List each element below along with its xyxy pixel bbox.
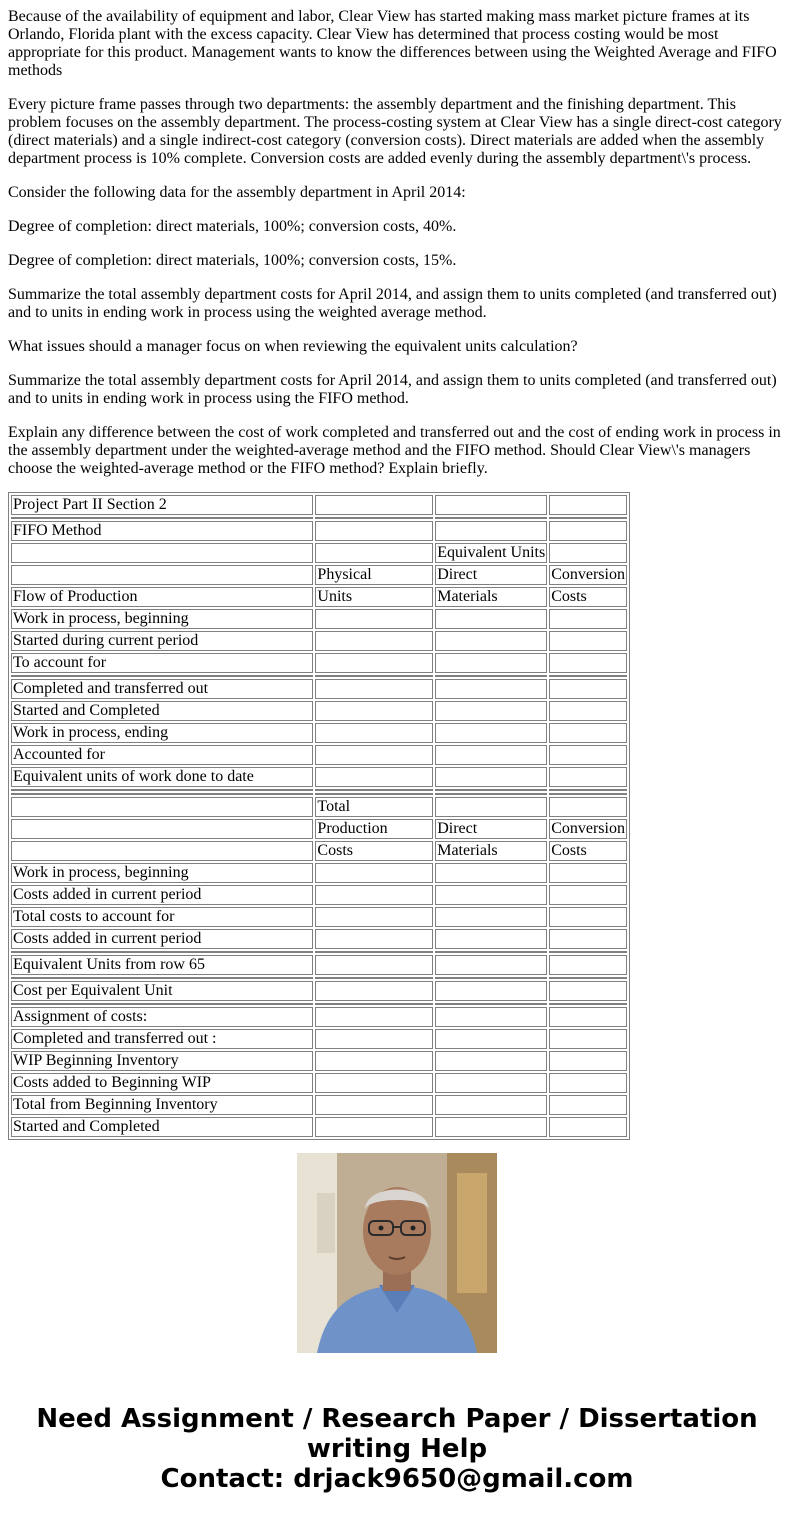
- footer-banner: [0, 1404, 794, 1494]
- table-cell: [315, 767, 433, 787]
- table-cell: Accounted for: [11, 745, 313, 765]
- table-cell: Conversion: [549, 565, 627, 585]
- table-cell: [549, 981, 627, 1001]
- table-cell: [549, 1051, 627, 1071]
- footer-line-1: Need Assignment / Research Paper / Dissertation: [36, 1404, 758, 1434]
- table-cell: [315, 745, 433, 765]
- table-cell: [315, 521, 433, 541]
- table-cell: [315, 1007, 433, 1027]
- table-cell: Costs added to Beginning WIP: [11, 1073, 313, 1093]
- table-row: [11, 701, 627, 721]
- table-cell: [435, 1073, 547, 1093]
- table-cell: [549, 653, 627, 673]
- table-row: [11, 819, 627, 839]
- table-cell: [435, 495, 547, 515]
- person-photo-icon: [297, 1153, 497, 1353]
- document-body: [8, 0, 786, 1135]
- table-cell: Cost per Equivalent Unit: [11, 981, 313, 1001]
- table-cell: Started during current period: [11, 631, 313, 651]
- table-row: [11, 609, 627, 629]
- table-cell: [549, 495, 627, 515]
- table-cell: [435, 631, 547, 651]
- table-cell: [11, 797, 313, 817]
- table-cell: Started and Completed: [11, 1117, 313, 1137]
- table-cell: Completed and transferred out: [11, 679, 313, 699]
- table-cell: Costs: [315, 841, 433, 861]
- table-cell: Materials: [435, 841, 547, 861]
- table-cell: [549, 797, 627, 817]
- footer-contact: Contact: drjack9650@gmail.com: [160, 1464, 634, 1494]
- table-cell: [315, 1029, 433, 1049]
- table-row: [11, 631, 627, 651]
- table-cell: [315, 1051, 433, 1071]
- table-cell: Started and Completed: [11, 701, 313, 721]
- table-row: [11, 797, 627, 817]
- table-cell: [549, 1029, 627, 1049]
- table-cell: [315, 1073, 433, 1093]
- table-cell: [315, 1117, 433, 1137]
- footer-line-2: writing Help: [306, 1434, 488, 1464]
- table-cell: [549, 863, 627, 883]
- table-cell: Costs: [549, 841, 627, 861]
- table-cell: Total: [315, 797, 433, 817]
- table-cell: [435, 1007, 547, 1027]
- table-cell: Conversion: [549, 819, 627, 839]
- table-row: [11, 495, 627, 515]
- table-cell: Equivalent units of work done to date: [11, 767, 313, 787]
- table-row: [11, 955, 627, 975]
- table-cell: [315, 631, 433, 651]
- table-separator: [11, 1003, 627, 1005]
- table-cell: [549, 609, 627, 629]
- table-cell: Costs added in current period: [11, 929, 313, 949]
- table-row: [11, 1073, 627, 1093]
- table-cell: Work in process, beginning: [11, 863, 313, 883]
- table-cell: [11, 565, 313, 585]
- table-cell: Project Part II Section 2: [11, 495, 313, 515]
- paragraph-question-explain: Explain any difference between the cost of work completed and transferred out and the cost of ending work in process in the assembly department under the weighted-average method and the FIFO method. Should Clear View\'s managers choose the weighted-average method or the FIFO method? Explain briefly.: [8, 424, 781, 477]
- table-row: [11, 1029, 627, 1049]
- table-row: [11, 1051, 627, 1071]
- table-cell: [435, 701, 547, 721]
- table-cell: [315, 679, 433, 699]
- table-cell: [435, 745, 547, 765]
- table-row: [11, 565, 627, 585]
- table-cell: [435, 1095, 547, 1115]
- table-row: [11, 745, 627, 765]
- table-cell: Costs: [549, 587, 627, 607]
- table-cell: Physical: [315, 565, 433, 585]
- table-cell: [435, 955, 547, 975]
- table-cell: [549, 907, 627, 927]
- table-cell: Work in process, beginning: [11, 609, 313, 629]
- table-cell: [435, 1051, 547, 1071]
- paragraph-departments: Every picture frame passes through two departments: the assembly department and the finishing department. This problem focuses on the assembly department. The process-costing system at Clear View has a single direct-cost category (direct materials) and a single indirect-cost category (conversion costs). Direct materials are added when the assembly department process is 10% complete. Conversion costs are added evenly during the assembly department\'s process.: [8, 96, 782, 167]
- author-photo: [297, 1153, 497, 1353]
- table-cell: [549, 1095, 627, 1115]
- table-row: [11, 1007, 627, 1027]
- table-cell: [549, 1117, 627, 1137]
- paragraph-completion-beginning: Degree of completion: direct materials, 100%; conversion costs, 40%.: [8, 218, 457, 235]
- table-cell: [549, 701, 627, 721]
- table-row: [11, 767, 627, 787]
- table-cell: [435, 863, 547, 883]
- table-cell: Total from Beginning Inventory: [11, 1095, 313, 1115]
- table-row: [11, 929, 627, 949]
- table-cell: Flow of Production: [11, 587, 313, 607]
- table-cell: Materials: [435, 587, 547, 607]
- table-row: [11, 885, 627, 905]
- table-cell: [549, 543, 627, 563]
- table-cell: [11, 543, 313, 563]
- table-cell: Production: [315, 819, 433, 839]
- table-separator: [11, 789, 627, 791]
- table-cell: [315, 955, 433, 975]
- table-cell: [435, 981, 547, 1001]
- table-cell: FIFO Method: [11, 521, 313, 541]
- table-cell: [549, 679, 627, 699]
- table-cell: [549, 929, 627, 949]
- table-separator: [11, 951, 627, 953]
- table-cell: [435, 767, 547, 787]
- table-cell: [549, 723, 627, 743]
- table-cell: [11, 819, 313, 839]
- table-cell: [435, 1117, 547, 1137]
- worksheet-table-viewport: [8, 492, 630, 1135]
- table-cell: [549, 767, 627, 787]
- table-cell: [435, 797, 547, 817]
- table-cell: Completed and transferred out :: [11, 1029, 313, 1049]
- table-cell: Equivalent Units: [437, 544, 546, 561]
- table-row: [11, 981, 627, 1001]
- table-row: [11, 587, 627, 607]
- table-cell: [315, 701, 433, 721]
- table-row: [11, 723, 627, 743]
- table-cell: [315, 981, 433, 1001]
- table-cell: [549, 955, 627, 975]
- table-cell: [435, 929, 547, 949]
- table-cell: Total costs to account for: [11, 907, 313, 927]
- table-cell: Assignment of costs:: [11, 1007, 313, 1027]
- paragraph-question-issues: What issues should a manager focus on when reviewing the equivalent units calculation?: [8, 338, 578, 355]
- table-row: [11, 1095, 627, 1115]
- table-cell: [315, 929, 433, 949]
- table-cell: [435, 1029, 547, 1049]
- table-separator: [11, 793, 627, 795]
- table-row: [11, 543, 627, 563]
- table-cell: [315, 609, 433, 629]
- table-cell: [435, 885, 547, 905]
- table-cell: [549, 885, 627, 905]
- table-row: [11, 653, 627, 673]
- paragraph-question-fifo: Summarize the total assembly department costs for April 2014, and assign them to units completed (and transferred out) and to units in ending work in process using the FIFO method.: [8, 372, 777, 407]
- table-cell: [435, 907, 547, 927]
- table-row: [11, 907, 627, 927]
- table-cell: [315, 1095, 433, 1115]
- paragraph-question-weighted: Summarize the total assembly department costs for April 2014, and assign them to units completed (and transferred out) and to units in ending work in process using the weighted average method.: [8, 286, 777, 321]
- table-row: [11, 521, 627, 541]
- paragraph-completion-ending: Degree of completion: direct materials, 100%; conversion costs, 15%.: [8, 252, 457, 269]
- table-cell: Direct: [435, 819, 547, 839]
- table-cell: To account for: [11, 653, 313, 673]
- table-cell: [435, 609, 547, 629]
- table-row: [11, 679, 627, 699]
- table-cell: Costs added in current period: [11, 885, 313, 905]
- table-cell: [435, 521, 547, 541]
- worksheet-table: [8, 492, 630, 1140]
- table-cell: WIP Beginning Inventory: [11, 1051, 313, 1071]
- table-cell: [315, 885, 433, 905]
- table-cell: [315, 723, 433, 743]
- table-separator: [11, 517, 627, 519]
- table-cell: [549, 1073, 627, 1093]
- table-cell: [315, 863, 433, 883]
- table-cell: [11, 841, 313, 861]
- table-cell: [315, 495, 433, 515]
- paragraph-consider: Consider the following data for the assembly department in April 2014:: [8, 184, 466, 201]
- table-cell: [315, 653, 433, 673]
- table-cell: [315, 907, 433, 927]
- table-cell: Units: [315, 587, 433, 607]
- table-cell: [315, 543, 433, 563]
- table-cell: [435, 723, 547, 743]
- table-row: [11, 841, 627, 861]
- table-cell: Direct: [435, 565, 547, 585]
- table-cell: [549, 521, 627, 541]
- table-cell: Work in process, ending: [11, 723, 313, 743]
- table-cell: [549, 745, 627, 765]
- table-cell: [435, 679, 547, 699]
- table-cell: [549, 631, 627, 651]
- table-cell: [549, 1007, 627, 1027]
- table-separator: [11, 977, 627, 979]
- table-row: [11, 863, 627, 883]
- table-cell: [435, 653, 547, 673]
- table-separator: [11, 675, 627, 677]
- table-cell: Equivalent Units from row 65: [11, 955, 313, 975]
- table-row: [11, 1117, 627, 1137]
- paragraph-intro: Because of the availability of equipment and labor, Clear View has started making mass market picture frames at its Orlando, Florida plant with the excess capacity. Clear View has determined that process costing would be most appropriate for this product. Management wants to know the differences between using the Weighted Average and FIFO methods: [8, 8, 777, 79]
